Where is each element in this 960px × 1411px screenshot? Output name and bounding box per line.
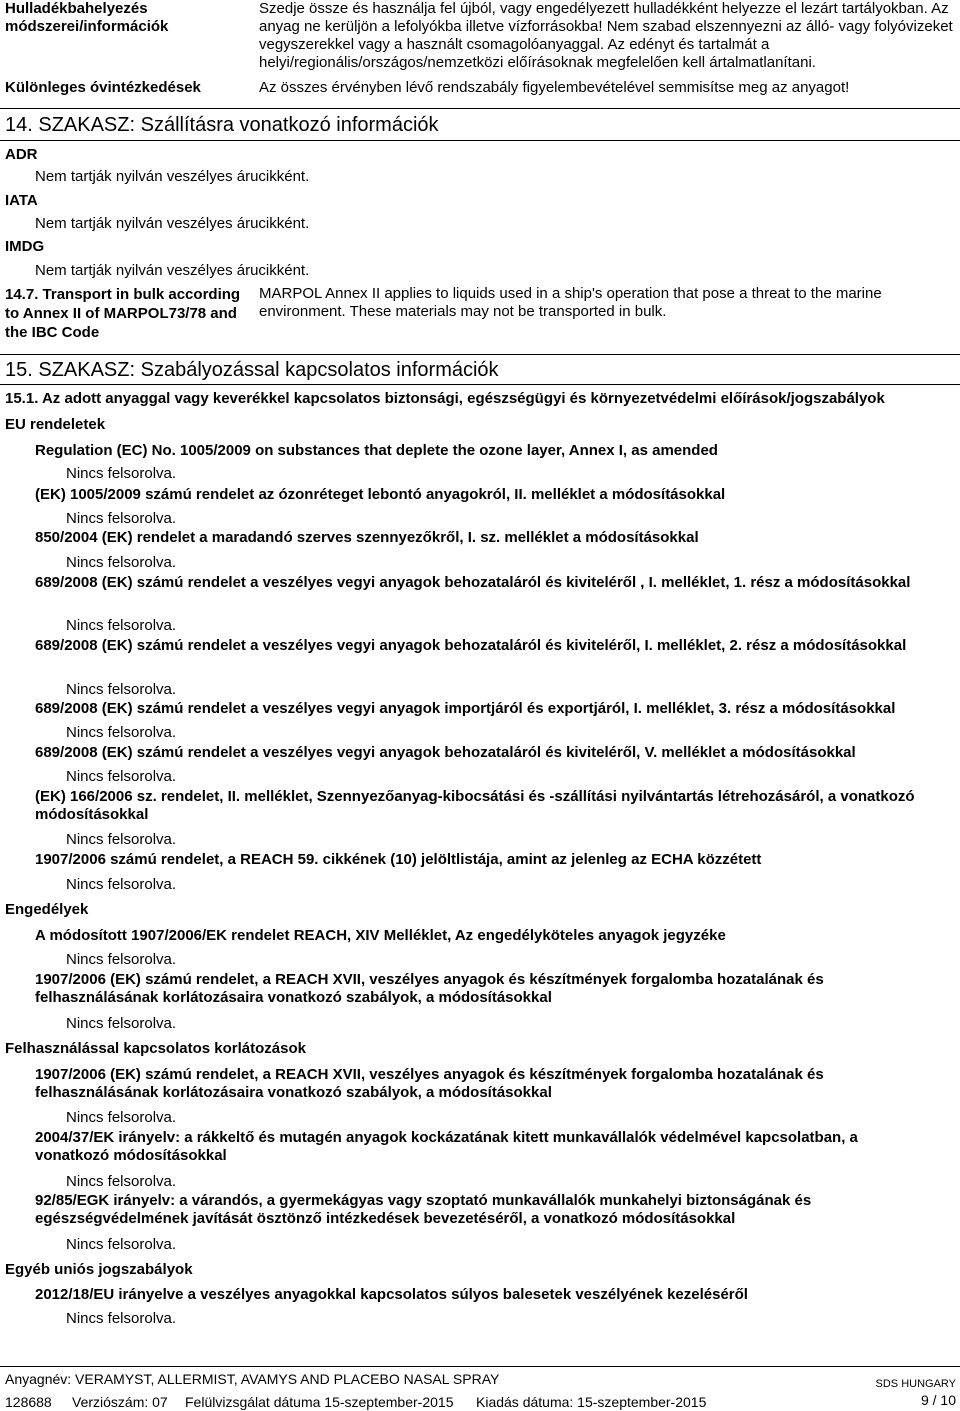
- section-14-top-rule: [0, 108, 960, 109]
- restrictions-heading: Felhasználással kapcsolatos korlátozások: [5, 1040, 306, 1057]
- other-eu-legislation-heading: Egyéb uniós jogszabályok: [5, 1261, 193, 1278]
- other-item-value: Nincs felsorolva.: [66, 1310, 177, 1327]
- footer-sds-label: SDS HUNGARY: [875, 1378, 956, 1390]
- footer-version: Verziószám: 07: [72, 1394, 168, 1410]
- restr-item-value: Nincs felsorolva.: [66, 1109, 177, 1126]
- imdg-label: IMDG: [5, 238, 45, 255]
- authorisations-heading: Engedélyek: [5, 901, 89, 918]
- eu-item-value: Nincs felsorolva.: [66, 876, 177, 893]
- special-precautions-label: Különleges óvintézkedések: [5, 79, 201, 96]
- eu-item-title: 689/2008 (EK) számú rendelet a veszélyes vegyi anyagok behozataláról és kiviteléről, I. melléklet, 2. rész a módosításokkal: [35, 637, 907, 654]
- restr-item-title: 1907/2006 (EK) számú rendelet, a REACH XVII, veszélyes anyagok és készítmények forgalomba hozatalának és felhasználásának korlátozásaira vonatkozó szabályok, a módosításokkal: [35, 1066, 824, 1101]
- eu-item-title: 850/2004 (EK) rendelet a maradandó szerves szennyezőkről, I. sz. melléklet a módosításokkal: [35, 529, 699, 546]
- eu-item-value: Nincs felsorolva.: [66, 617, 177, 634]
- eu-item-value: Nincs felsorolva.: [66, 681, 177, 698]
- eu-item-title: Regulation (EC) No. 1005/2009 on substances that deplete the ozone layer, Annex I, as amended: [35, 442, 718, 459]
- special-precautions-text: Az összes érvényben lévő rendszabály figyelembevételével semmisítse meg az anyagot!: [259, 79, 850, 96]
- auth-item-title: 1907/2006 (EK) számú rendelet, a REACH XVII, veszélyes anyagok és készítmények forgalomba hozatalának és felhasználásának korlátozásaira vonatkozó szabályok, a módosításokkal: [35, 971, 824, 1006]
- footer-revision-date: Felülvizsgálat dátuma 15-szeptember-2015: [185, 1394, 454, 1410]
- imdg-text: Nem tartják nyilván veszélyes árucikként.: [35, 262, 310, 279]
- footer-product-number: 128688: [5, 1394, 52, 1410]
- auth-item-value: Nincs felsorolva.: [66, 951, 177, 968]
- footer-product-name: Anyagnév: VERAMYST, ALLERMIST, AVAMYS AND PLACEBO NASAL SPRAY: [5, 1371, 500, 1387]
- section-14-title: 14. SZAKASZ: Szállításra vonatkozó információk: [5, 114, 439, 136]
- footer-rule: [0, 1366, 960, 1367]
- other-item-title: 2012/18/EU irányelve a veszélyes anyagokkal kapcsolatos súlyos balesetek veszélyének kezeléséről: [35, 1286, 748, 1303]
- eu-item-title: 689/2008 (EK) számú rendelet a veszélyes vegyi anyagok behozataláról és kiviteléről, V. melléklet a módosításokkal: [35, 744, 856, 761]
- adr-text: Nem tartják nyilván veszélyes árucikként.: [35, 168, 310, 185]
- eu-item-title: 689/2008 (EK) számú rendelet a veszélyes vegyi anyagok behozataláról és kiviteléről , I. melléklet, 1. rész a módosításokkal: [35, 574, 911, 591]
- waste-disposal-text: Szedje össze és használja fel újból, vagy engedélyezett hulladékként helyezze el lezárt tartályokban. Az anyag ne kerüljön a lefolyókba illetve vízforrásokba! Nem szabad elszennyezni az álló- vagy folyóvizeket vegyszerekkel vagy a használt csomagolóanyaggal. Az edényt és tartalmát a helyi/regionális/országos/nemzetközi előírásoknak megfelelően kell ártalmatlanítani.: [259, 0, 953, 71]
- section-15-top-rule: [0, 354, 960, 355]
- section-15-title: 15. SZAKASZ: Szabályozással kapcsolatos információk: [5, 359, 499, 381]
- section-14-bottom-rule: [0, 140, 960, 141]
- eu-item-value: Nincs felsorolva.: [66, 724, 177, 741]
- subsection-15-1-title: 15.1. Az adott anyaggal vagy keverékkel kapcsolatos biztonsági, egészségügyi és környezetvédelmi előírások/jogszabályok: [5, 390, 885, 407]
- eu-item-value: Nincs felsorolva.: [66, 465, 177, 482]
- eu-item-value: Nincs felsorolva.: [66, 554, 177, 571]
- auth-item-title: A módosított 1907/2006/EK rendelet REACH, XIV Melléklet, Az engedélyköteles anyagok jegyzéke: [35, 927, 726, 944]
- auth-item-value: Nincs felsorolva.: [66, 1015, 177, 1032]
- eu-item-title: (EK) 166/2006 sz. rendelet, II. melléklet, Szennyezőanyag-kibocsátási és -szállítási nyilvántartás létrehozásáról, a vonatkozó módosításokkal: [35, 788, 915, 823]
- eu-item-title: 1907/2006 számú rendelet, a REACH 59. cikkének (10) jelöltlistája, amint az jelenleg az ECHA közzétett: [35, 851, 762, 868]
- iata-text: Nem tartják nyilván veszélyes árucikként.: [35, 215, 310, 232]
- waste-disposal-label: Hulladékbahelyezés módszerei/információk: [5, 0, 169, 35]
- eu-item-value: Nincs felsorolva.: [66, 510, 177, 527]
- eu-item-title: 689/2008 (EK) számú rendelet a veszélyes vegyi anyagok importjáról és exportjáról, I. melléklet, 3. rész a módosításokkal: [35, 700, 896, 717]
- iata-label: IATA: [5, 192, 38, 209]
- footer-issue-date: Kiadás dátuma: 15-szeptember-2015: [476, 1394, 707, 1410]
- eu-regulations-heading: EU rendeletek: [5, 416, 106, 433]
- bulk-transport-label: 14.7. Transport in bulk according to Annex II of MARPOL73/78 and the IBC Code: [5, 286, 241, 341]
- restr-item-title: 92/85/EGK irányelv: a várandós, a gyermekágyas vagy szoptató munkavállalók munkahelyi biztonságának és egészségvédelmének javítását ösztönző intézkedések bevezetéséről, a vonatkozó módosításokkal: [35, 1192, 812, 1227]
- adr-label: ADR: [5, 146, 38, 163]
- restr-item-value: Nincs felsorolva.: [66, 1173, 177, 1190]
- bulk-transport-text: MARPOL Annex II applies to liquids used in a ship's operation that pose a threat to the marine environment. These materials may not be transported in bulk.: [259, 285, 882, 320]
- eu-item-title: (EK) 1005/2009 számú rendelet az ózonréteget lebontó anyagokról, II. melléklet a módosításokkal: [35, 486, 726, 503]
- section-15-bottom-rule: [0, 384, 960, 385]
- restr-item-title: 2004/37/EK irányelv: a rákkeltő és mutagén anyagok kockázatának kitett munkavállalók védelmével kapcsolatban, a vonatkozó módosításokkal: [35, 1129, 858, 1164]
- eu-item-value: Nincs felsorolva.: [66, 831, 177, 848]
- restr-item-value: Nincs felsorolva.: [66, 1236, 177, 1253]
- footer-page-number: 9 / 10: [920, 1392, 956, 1408]
- eu-item-value: Nincs felsorolva.: [66, 768, 177, 785]
